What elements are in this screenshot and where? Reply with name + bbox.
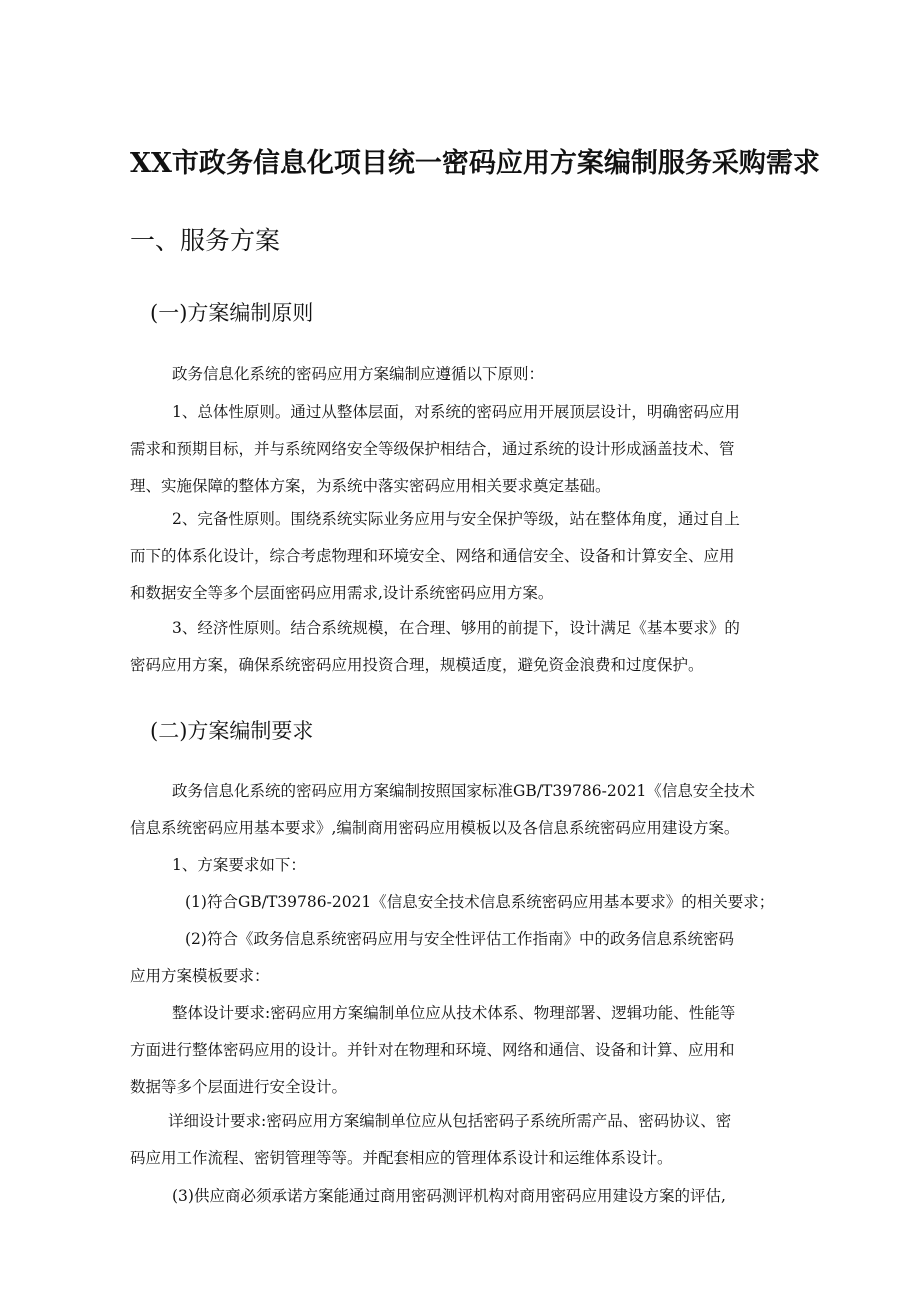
paragraph-line: (3)供应商必须承诺方案能通过商用密码测评机构对商用密码应用建设方案的评估, (172, 1187, 726, 1205)
paragraph-line: 密码应用方案，确保系统密码应用投资合理，规模适度，避免资金浪费和过度保护。 (130, 656, 704, 674)
paragraph-principle-completeness (130, 501, 795, 612)
paragraph-intro (130, 356, 795, 393)
paragraph-line: 码应用工作流程、密钥管理等等。并配套相应的管理体系设计和运维体系设计。 (130, 1149, 673, 1167)
paragraph-standard (130, 773, 795, 847)
paragraph-principle-economy (130, 610, 795, 684)
paragraph-line: 政务信息化系统的密码应用方案编制应遵循以下原则： (172, 365, 545, 383)
paragraph-requirement-3 (130, 1178, 795, 1215)
paragraph-requirement-1 (130, 884, 795, 921)
paragraph-principle-overall (130, 394, 795, 505)
paragraph-line: 政务信息化系统的密码应用方案编制按照国家标准GB/T39786-2021《信息安全技术 (172, 782, 755, 800)
subsection-heading-principles: (一)方案编制原则 (150, 301, 314, 325)
paragraph-line: 整体设计要求:密码应用方案编制单位应从技术体系、物理部署、逻辑功能、性能等 (172, 1004, 736, 1022)
paragraph-line: 数据等多个层面进行安全设计。 (130, 1078, 348, 1096)
paragraph-requirements-list (130, 847, 795, 884)
paragraph-requirement-2 (130, 921, 795, 995)
paragraph-line: (2)符合《政务信息系统密码应用与安全性评估工作指南》中的政务信息系统密码 (185, 930, 734, 948)
paragraph-line: 需求和预期目标，并与系统网络安全等级保护相结合，通过系统的设计形成涵盖技术、管 (130, 440, 735, 458)
paragraph-line: 3、经济性原则。结合系统规模，在合理、够用的前提下，设计满足《基本要求》的 (172, 619, 740, 637)
subsection-heading-requirements: (二)方案编制要求 (150, 719, 314, 743)
paragraph-line: 1、总体性原则。通过从整体层面，对系统的密码应用开展顶层设计，明确密码应用 (172, 403, 740, 421)
paragraph-line: 而下的体系化设计，综合考虑物理和环境安全、网络和通信安全、设备和计算安全、应用 (130, 547, 735, 565)
paragraph-detailed-design (130, 1103, 795, 1177)
section-heading-service-plan: 一、服务方案 (130, 226, 281, 255)
paragraph-line: 详细设计要求:密码应用方案编制单位应从包括密码子系统所需产品、密码协议、密 (168, 1112, 732, 1130)
paragraph-line: 理、实施保障的整体方案，为系统中落实密码应用相关要求奠定基础。 (130, 477, 611, 495)
paragraph-line: 和数据安全等多个层面密码应用需求,设计系统密码应用方案。 (130, 584, 554, 602)
paragraph-line: 信息系统密码应用基本要求》,编制商用密码应用模板以及各信息系统密码应用建设方案。 (130, 819, 740, 837)
document-title: XX市政务信息化项目统一密码应用方案编制服务采购需求 (130, 148, 820, 179)
paragraph-line: 1、方案要求如下： (172, 856, 306, 874)
paragraph-overall-design (130, 995, 795, 1106)
paragraph-line: 方面进行整体密码应用的设计。并针对在物理和环境、网络和通信、设备和计算、应用和 (130, 1041, 735, 1059)
paragraph-line: (1)符合GB/T39786-2021《信息安全技术信息系统密码应用基本要求》的相关要求； (185, 893, 775, 911)
paragraph-line: 应用方案模板要求： (130, 967, 270, 985)
paragraph-line: 2、完备性原则。围绕系统实际业务应用与安全保护等级，站在整体角度，通过自上 (172, 510, 740, 528)
